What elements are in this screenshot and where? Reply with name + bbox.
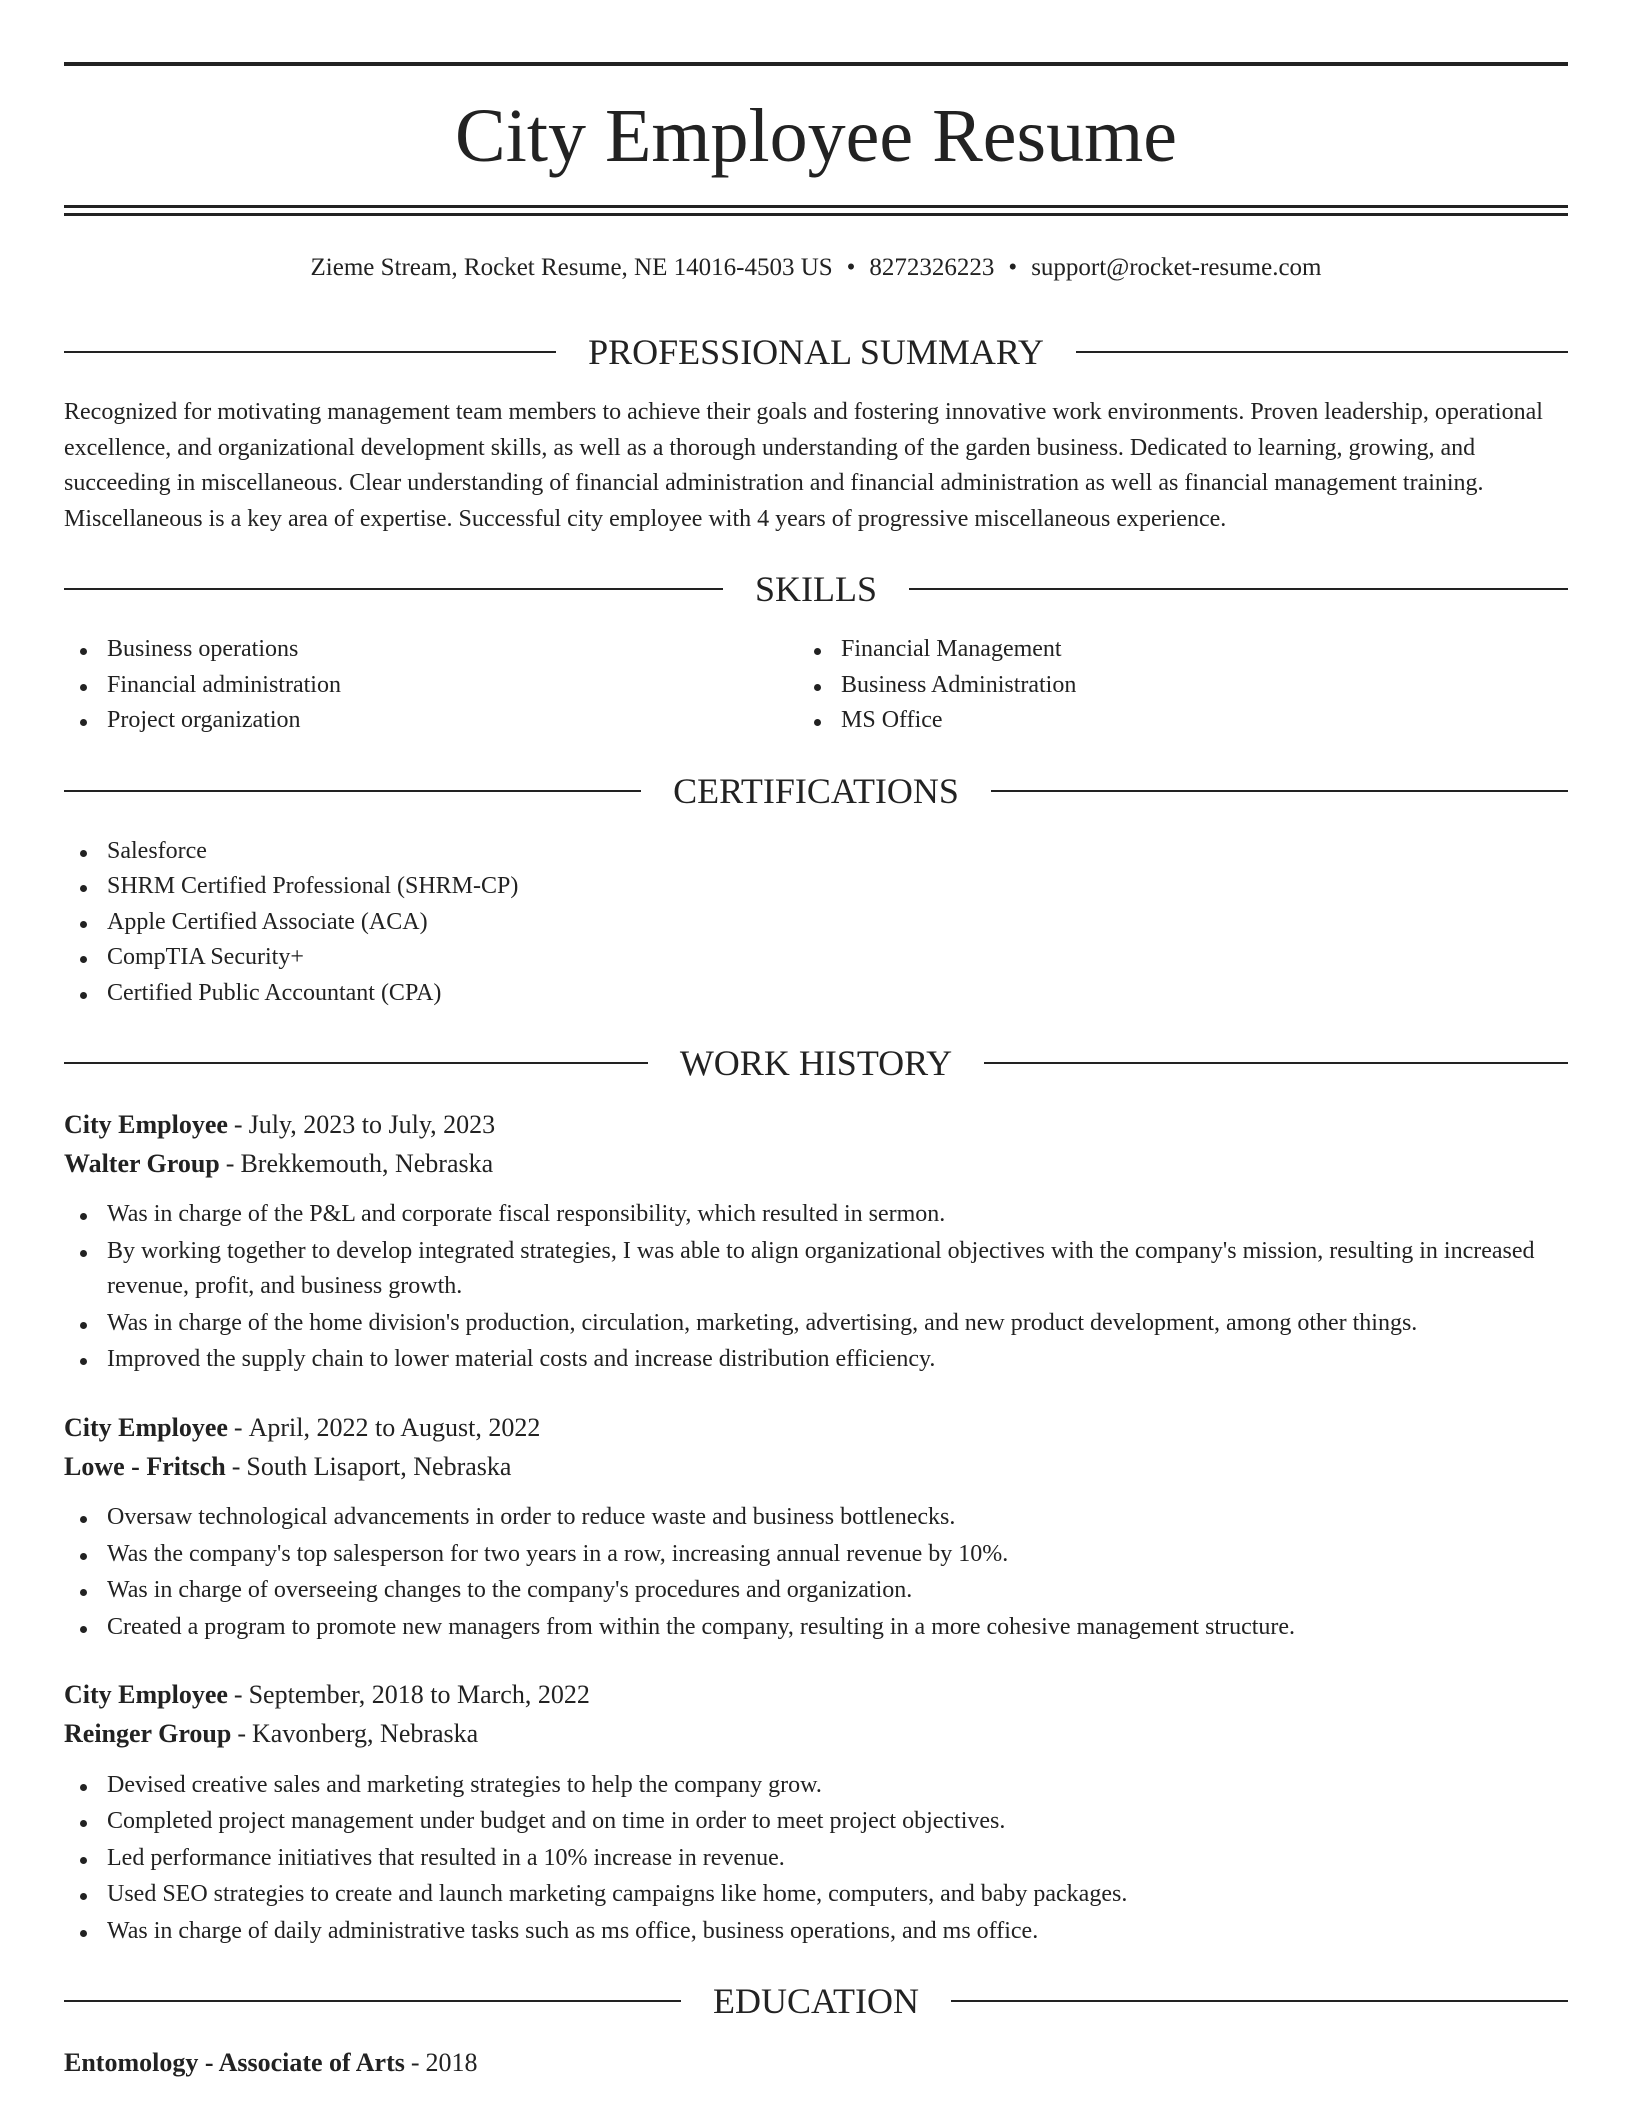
job-bullet: Created a program to promote new managers from within the company, resulting in a more cohesive management structure.	[107, 1610, 1568, 1646]
skill-item: Financial administration	[107, 668, 798, 704]
separator: -	[231, 1451, 241, 1481]
job-title-line	[64, 1409, 1568, 1448]
certifications-heading-text: CERTIFICATIONS	[673, 770, 959, 811]
contact-phone: 8272326223	[869, 254, 995, 281]
certification-item: CompTIA Security+	[107, 940, 1568, 976]
contact-separator: •	[1008, 254, 1018, 281]
job-location: Brekkemouth, Nebraska	[240, 1148, 494, 1178]
separator: -	[233, 1680, 243, 1710]
job-bullet: Was in charge of the home division's production, circulation, marketing, advertising, and new product development, among other things.	[107, 1306, 1568, 1342]
job-bullet: Was in charge of overseeing changes to the company's procedures and organization.	[107, 1573, 1568, 1609]
skills-list-left	[64, 632, 798, 739]
job-title: City Employee	[64, 1412, 228, 1442]
contact-line	[64, 251, 1568, 285]
section-heading-summary	[64, 328, 1568, 376]
contact-address: Zieme Stream, Rocket Resume, NE 14016-4503 US	[310, 254, 833, 281]
job-title-line	[64, 1676, 1568, 1715]
job-bullet: Was the company's top salesperson for two years in a row, increasing annual revenue by 10%.	[107, 1537, 1568, 1573]
job-company: Reinger Group	[64, 1719, 232, 1749]
skill-item: Business operations	[107, 632, 798, 668]
skills-list-right	[798, 632, 1568, 739]
job-title: City Employee	[64, 1680, 228, 1710]
resume-title: City Employee Resume	[455, 94, 1177, 178]
job-bullet: Oversaw technological advancements in order to reduce waste and business bottlenecks.	[107, 1500, 1568, 1536]
job-title-line	[64, 1106, 1568, 1145]
separator: -	[237, 1719, 246, 1749]
certification-item: Apple Certified Associate (ACA)	[107, 905, 1568, 941]
skill-item: Financial Management	[841, 632, 1568, 668]
job-bullet: Used SEO strategies to create and launch marketing campaigns like home, computers, and baby packages.	[107, 1877, 1568, 1913]
section-heading-skills	[64, 565, 1568, 613]
education-heading-text: EDUCATION	[713, 1981, 919, 2022]
job-company: Lowe - Fritsch	[64, 1451, 226, 1481]
skill-item: MS Office	[841, 703, 1568, 739]
certification-item: Certified Public Accountant (CPA)	[107, 976, 1568, 1012]
separator: -	[233, 1110, 243, 1139]
job-entry	[64, 1409, 1568, 1645]
certifications-list	[64, 834, 1568, 1012]
job-company-line	[64, 1715, 1568, 1754]
contact-email: support@rocket-resume.com	[1031, 254, 1322, 281]
job-title: City Employee	[64, 1110, 228, 1139]
section-heading-work-history	[64, 1039, 1568, 1087]
title-double-rule	[64, 205, 1568, 216]
summary-text: Recognized for motivating management team members to achieve their goals and fostering innovative work environments. Proven leadership, operational excellence, and organizational development skills, as well as a thorough understanding of the garden business. Dedicated to learning, growing, and succeeding in miscellaneous. Clear understanding of financial administration and financial administration as well as financial management training. Miscellaneous is a key area of expertise. Successful city employee with 4 years of progressive miscellaneous experience.	[64, 399, 1543, 532]
job-bullets	[64, 1500, 1568, 1645]
skill-item: Project organization	[107, 703, 798, 739]
work-history-heading-text: WORK HISTORY	[679, 1043, 953, 1083]
job-company-line	[64, 1448, 1568, 1487]
certification-item: SHRM Certified Professional (SHRM-CP)	[107, 869, 1568, 905]
job-bullets	[64, 1197, 1568, 1378]
section-heading-certifications	[64, 767, 1568, 815]
job-entry	[64, 1106, 1568, 1378]
contact-separator: •	[846, 254, 856, 281]
certification-item: Salesforce	[107, 834, 1568, 870]
job-bullet: Improved the supply chain to lower material costs and increase distribution efficiency.	[107, 1342, 1568, 1378]
job-bullets	[64, 1768, 1568, 1950]
skill-item: Business Administration	[841, 668, 1568, 704]
job-bullet: Devised creative sales and marketing strategies to help the company grow.	[107, 1768, 1568, 1804]
section-heading-education	[64, 1977, 1568, 2025]
job-company: Walter Group	[64, 1148, 220, 1178]
summary-heading-text: PROFESSIONAL SUMMARY	[588, 332, 1044, 372]
separator: -	[225, 1148, 235, 1178]
job-location: South Lisaport, Nebraska	[246, 1451, 512, 1481]
education-entry	[64, 2044, 1568, 2083]
job-company-line	[64, 1145, 1568, 1184]
job-dates: April, 2022 to August, 2022	[248, 1412, 541, 1442]
separator: -	[233, 1412, 243, 1442]
job-entry	[64, 1676, 1568, 1949]
skills-columns	[64, 632, 1568, 739]
degree-title: Entomology - Associate of Arts	[64, 2048, 405, 2078]
job-location: Kavonberg, Nebraska	[252, 1719, 479, 1749]
job-bullet: Led performance initiatives that resulted in a 10% increase in revenue.	[107, 1841, 1568, 1877]
education-year: 2018	[425, 2048, 478, 2078]
job-bullet: Was in charge of daily administrative tasks such as ms office, business operations, and ms office.	[107, 1914, 1568, 1950]
job-dates: July, 2023 to July, 2023	[248, 1110, 496, 1139]
skills-heading-text: SKILLS	[755, 569, 878, 609]
separator: -	[410, 2048, 420, 2078]
job-bullet: By working together to develop integrated strategies, I was able to align organizational objectives with the company's mission, resulting in increased revenue, profit, and business growth.	[107, 1234, 1568, 1305]
job-dates: September, 2018 to March, 2022	[248, 1680, 590, 1710]
job-bullet: Completed project management under budget and on time in order to meet project objectives.	[107, 1804, 1568, 1840]
top-rule	[64, 62, 1568, 66]
job-bullet: Was in charge of the P&L and corporate fiscal responsibility, which resulted in sermon.	[107, 1197, 1568, 1233]
